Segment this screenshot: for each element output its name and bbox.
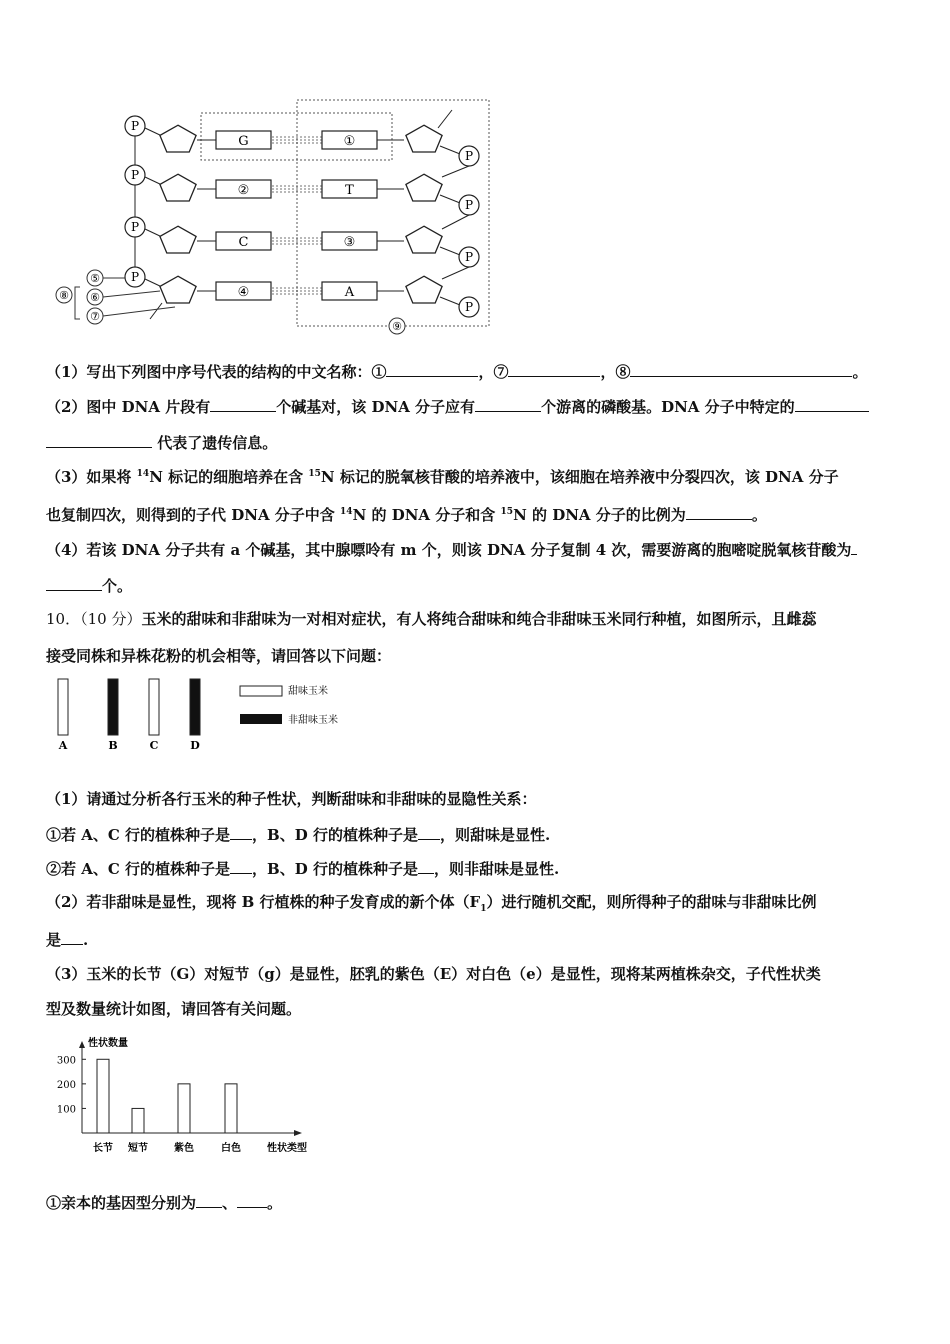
q9-p3-f: N 的 DNA 分子的比例为: [513, 506, 686, 524]
phosphate-left: P: [130, 168, 140, 182]
sup-15: 15: [500, 507, 514, 517]
answer-blank[interactable]: [46, 432, 152, 448]
q10-p1a-a: ①若 A、C 行的植株种子是: [46, 826, 231, 844]
y-axis-arrow: [79, 1041, 85, 1048]
phosphate-right: P: [464, 250, 474, 264]
q10-part3a: [46, 1192, 282, 1213]
bar-紫色: [178, 1084, 190, 1133]
answer-blank[interactable]: [418, 858, 434, 874]
q10-p1b-c: ，则非甜味是显性.: [433, 860, 560, 878]
q10-p3a-b: 、: [222, 1194, 238, 1212]
x-axis-arrow: [294, 1130, 302, 1136]
answer-blank[interactable]: [237, 1192, 267, 1208]
phosphate-left: P: [130, 220, 140, 234]
phosphate-right: P: [464, 300, 474, 314]
q10-stem2: 接受同株和异株花粉的机会相等，请回答以下问题：: [46, 647, 392, 665]
q9-p3-g: 。: [751, 506, 767, 524]
answer-blank[interactable]: [418, 824, 440, 840]
q9-p2-b: 个碱基对，该 DNA 分子应有: [276, 398, 476, 416]
side-label-6: ⑥: [90, 291, 100, 304]
q10-p2-b: ）进行随机交配，则所得种子的甜味与非甜味比例: [486, 893, 817, 911]
sup-15: 15: [308, 469, 321, 479]
deoxyribose-right: [406, 125, 442, 152]
phosphate-bond: [440, 247, 460, 255]
backbone-bond: [442, 215, 469, 229]
q9-p3-c: N 标记的脱氧核苷酸的培养液中，该细胞在培养液中分裂四次，该 DNA 分子: [320, 468, 839, 486]
q9-p1-sep2: ，⑧: [600, 363, 631, 381]
phosphate-bond: [440, 195, 460, 203]
q9-p3-b: N 标记的细胞培养在含: [149, 468, 309, 486]
legend-nonsweet-label: 非甜味玉米: [288, 715, 338, 726]
q10-stem-cont: [46, 646, 391, 666]
bar-长节: [97, 1059, 109, 1133]
answer-blank[interactable]: [686, 504, 752, 520]
y-tick-label: 100: [56, 1104, 76, 1116]
row-label: A: [58, 739, 68, 752]
q10-part1a: [46, 824, 550, 845]
backbone-end: [438, 110, 452, 128]
deoxyribose-left: [160, 174, 196, 201]
x-tick-label: 长节: [93, 1143, 113, 1154]
sweet-row: [149, 679, 159, 735]
x-tick-label: 紫色: [174, 1143, 194, 1154]
legend-sweet-swatch: [240, 686, 282, 696]
backbone-bond: [442, 267, 469, 279]
deoxyribose-right: [406, 226, 442, 253]
deoxyribose-right: [406, 174, 442, 201]
q9-p1-text: （1）写出下列图中序号代表的结构的中文名称：①: [46, 363, 387, 381]
base-left: ④: [237, 285, 250, 300]
phosphate-bond: [440, 146, 460, 154]
q9-p3-e: N 的 DNA 分子和含: [352, 506, 501, 524]
answer-blank[interactable]: [851, 539, 857, 555]
q9-p2-a: （2）图中 DNA 片段有: [46, 398, 211, 416]
q9-p2-d: 代表了遗传信息。: [157, 434, 278, 452]
nonsweet-row: [108, 679, 118, 735]
q9-part2: [46, 396, 869, 417]
question-number: 10．: [46, 610, 81, 628]
deoxyribose-right: [406, 276, 442, 303]
answer-blank[interactable]: [61, 929, 83, 945]
pointer-7: [103, 307, 175, 316]
row-label: B: [108, 739, 118, 752]
phosphate-bond: [145, 128, 162, 136]
row-label: C: [149, 739, 159, 752]
side-label-5: ⑤: [90, 272, 100, 285]
bar-短节: [132, 1108, 144, 1133]
phosphate-right: P: [464, 149, 474, 163]
base-left: C: [238, 235, 249, 250]
phosphate-bond: [145, 229, 162, 237]
base-left: ②: [237, 183, 250, 198]
answer-blank[interactable]: [46, 575, 102, 591]
q10-p3a-c: 。: [267, 1194, 283, 1212]
pointer-6: [103, 291, 160, 297]
base-right: T: [345, 183, 354, 198]
q10-p1b-a: ②若 A、C 行的植株种子是: [46, 860, 231, 878]
legend-nonsweet-swatch: [240, 714, 282, 724]
q9-part3-cont: [46, 504, 767, 525]
backbone-end: [150, 303, 162, 319]
q10-part1: [46, 789, 536, 809]
nonsweet-row: [190, 679, 200, 735]
y-axis-label: 性状数量: [88, 1038, 128, 1049]
q10-p2-c: 是: [46, 931, 62, 949]
answer-blank[interactable]: [475, 396, 541, 412]
sub-1: 1: [480, 904, 487, 914]
base-right: ①: [343, 134, 356, 149]
answer-blank[interactable]: [230, 858, 252, 874]
y-tick-label: 300: [56, 1055, 76, 1067]
corn-field-diagram: [50, 675, 360, 755]
q9-p1-end: 。: [852, 363, 868, 381]
q10-p2-d: .: [83, 931, 89, 949]
q9-part2-cont: [46, 432, 277, 453]
answer-blank[interactable]: [795, 396, 869, 412]
base-right: A: [344, 285, 355, 300]
q10-stem: [46, 609, 816, 629]
q10-stem1: 玉米的甜味和非甜味为一对相对症状，有人将纯合甜味和纯合非甜味玉米同行种植，如图所示，且雌蕊: [141, 610, 817, 628]
q9-p3-d: 也复制四次，则得到的子代 DNA 分子中含: [46, 506, 341, 524]
q10-part3: [46, 964, 821, 984]
q10-p1a-c: ，则甜味是显性.: [439, 826, 551, 844]
q9-part1: [46, 361, 868, 382]
sup-14: 14: [340, 507, 353, 517]
q9-p4-b: 个。: [102, 577, 133, 595]
q10-p1b-b: ，B、D 行的植株种子是: [252, 860, 418, 878]
phosphate-left: P: [130, 119, 140, 133]
phosphate-bond: [145, 279, 162, 287]
q10-part3-cont: [46, 999, 301, 1019]
phosphate-bond: [145, 177, 162, 185]
q9-p1-sep1: ，⑦: [478, 363, 509, 381]
answer-blank[interactable]: [630, 361, 852, 377]
q9-p2-c: 个游离的磷酸基。DNA 分子中特定的: [541, 398, 795, 416]
row-label: D: [190, 739, 200, 752]
deoxyribose-left: [160, 226, 196, 253]
legend-sweet-label: 甜味玉米: [288, 686, 328, 697]
q10-part2-cont: [46, 929, 88, 950]
q10-p2-a: （2）若非甜味是显性，现将 B 行植株的种子发育成的新个体（F: [46, 893, 481, 911]
bracket-label: ⑧: [59, 289, 69, 302]
q10-p3a-a: ①亲本的基因型分别为: [46, 1194, 197, 1212]
q10-p3-b: 型及数量统计如图，请回答有关问题。: [46, 1000, 302, 1018]
phosphate-right: P: [464, 198, 474, 212]
bracket-line: [75, 287, 80, 319]
x-axis-label: 性状类型: [267, 1143, 307, 1154]
sweet-row: [58, 679, 68, 735]
dna-structure-diagram: [50, 95, 500, 340]
side-label-7: ⑦: [90, 310, 100, 323]
base-left: G: [238, 134, 249, 149]
q9-p4-a: （4）若该 DNA 分子共有 a 个碱基，其中腺嘌呤有 m 个，则该 DNA 分子复制 4 次，需要游离的胞嘧啶脱氧核苷酸为: [46, 541, 852, 559]
answer-blank[interactable]: [230, 824, 252, 840]
bottom-label: ⑨: [392, 320, 402, 333]
q10-p1a-b: ，B、D 行的植株种子是: [252, 826, 418, 844]
q10-part1b: [46, 858, 559, 879]
deoxyribose-left: [160, 125, 196, 152]
sup-14: 14: [136, 469, 150, 479]
bar-白色: [225, 1084, 237, 1133]
answer-blank[interactable]: [386, 361, 478, 377]
base-right: ③: [343, 235, 356, 250]
answer-blank[interactable]: [210, 396, 276, 412]
phosphate-bond: [440, 297, 460, 305]
q9-part4: [46, 539, 857, 560]
deoxyribose-left: [160, 276, 196, 303]
q9-p3-a: （3）如果将: [46, 468, 137, 486]
q9-part3: [46, 467, 839, 487]
backbone-bond: [442, 166, 469, 177]
answer-blank[interactable]: [508, 361, 600, 377]
phosphate-left: P: [130, 270, 140, 284]
q10-p3-a: （3）玉米的长节（G）对短节（g）是显性，胚乳的紫色（E）对白色（e）是显性，现将某两植株杂交，子代性状类: [46, 965, 821, 983]
x-tick-label: 白色: [221, 1143, 241, 1154]
question-score: （10 分）: [80, 610, 142, 628]
trait-bar-chart: [48, 1033, 328, 1163]
q10-p1: （1）请通过分析各行玉米的种子性状，判断甜味和非甜味的显隐性关系：: [46, 790, 537, 808]
x-tick-label: 短节: [128, 1143, 148, 1154]
answer-blank[interactable]: [196, 1192, 222, 1208]
q10-part2: [46, 892, 817, 912]
y-tick-label: 200: [56, 1079, 76, 1091]
q9-part4-cont: [46, 575, 132, 596]
